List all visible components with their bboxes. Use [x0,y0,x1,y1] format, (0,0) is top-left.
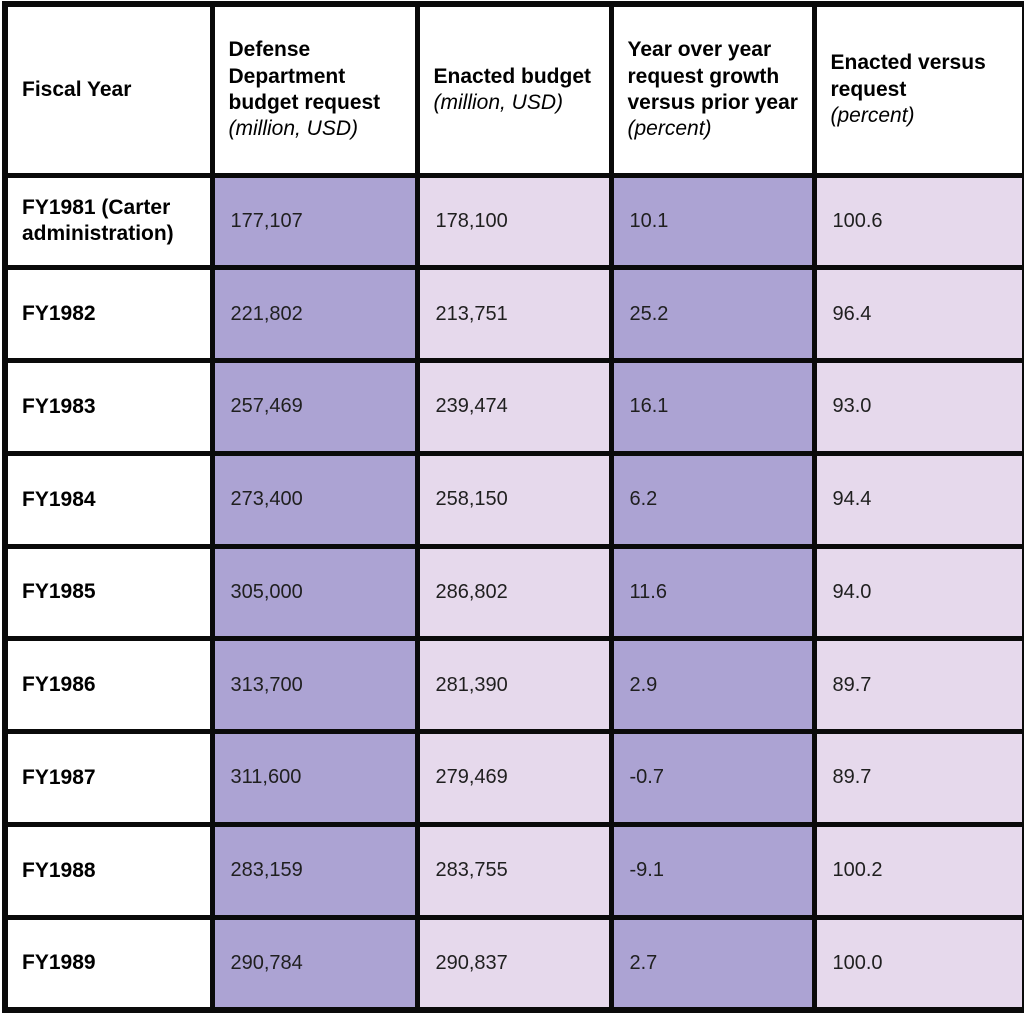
yoy-growth-cell: -9.1 [611,824,814,917]
enacted-vs-request-cell: 93.0 [814,361,1024,454]
table-row [5,732,1024,825]
table-row [5,453,1024,546]
table-row [5,175,1024,268]
column-header-budget-request [212,4,417,175]
column-header-label: Defense Department budget request [228,38,381,114]
column-header-fiscal-year [5,4,212,175]
defense-budget-table [2,1,1024,1013]
column-header-enacted-budget [417,4,611,175]
column-header-label: Fiscal Year [22,77,132,101]
fiscal-year-cell: FY1981 (Carter administration) [5,175,212,268]
enacted-budget-cell: 178,100 [417,175,611,268]
fiscal-year-cell: FY1986 [5,639,212,732]
enacted-vs-request-cell: 100.2 [814,824,1024,917]
enacted-budget-cell: 258,150 [417,453,611,546]
budget-request-cell: 283,159 [212,824,417,917]
enacted-vs-request-cell: 100.6 [814,175,1024,268]
column-header-label: Enacted budget [433,64,592,88]
enacted-budget-cell: 286,802 [417,546,611,639]
fiscal-year-cell: FY1982 [5,268,212,361]
column-header-enacted-vs-request [814,4,1024,175]
column-header-label: Enacted versus request [830,51,986,101]
budget-request-cell: 273,400 [212,453,417,546]
budget-request-cell: 177,107 [212,175,417,268]
yoy-growth-cell: 2.7 [611,917,814,1010]
table-row [5,639,1024,732]
column-header-unit: (percent) [627,117,712,140]
budget-request-cell: 257,469 [212,361,417,454]
yoy-growth-cell: -0.7 [611,732,814,825]
budget-request-cell: 221,802 [212,268,417,361]
column-header-unit: (million, USD) [433,90,564,114]
yoy-growth-cell: 16.1 [611,361,814,454]
enacted-budget-cell: 279,469 [417,732,611,825]
table-body [5,175,1024,1010]
fiscal-year-cell: FY1988 [5,824,212,917]
enacted-budget-cell: 283,755 [417,824,611,917]
budget-request-cell: 311,600 [212,732,417,825]
budget-request-cell: 313,700 [212,639,417,732]
table-row [5,361,1024,454]
yoy-growth-cell: 10.1 [611,175,814,268]
column-header-yoy-growth [611,4,814,175]
column-header-label: Year over year request growth versus prior year [627,38,798,114]
fiscal-year-cell: FY1983 [5,361,212,454]
enacted-budget-cell: 239,474 [417,361,611,454]
column-header-unit: (percent) [830,103,915,127]
table-row [5,546,1024,639]
table-row [5,268,1024,361]
enacted-vs-request-cell: 94.0 [814,546,1024,639]
yoy-growth-cell: 2.9 [611,639,814,732]
fiscal-year-cell: FY1985 [5,546,212,639]
enacted-vs-request-cell: 94.4 [814,453,1024,546]
yoy-growth-cell: 6.2 [611,453,814,546]
yoy-growth-cell: 11.6 [611,546,814,639]
enacted-vs-request-cell: 100.0 [814,917,1024,1010]
enacted-budget-cell: 281,390 [417,639,611,732]
enacted-budget-cell: 213,751 [417,268,611,361]
table-row [5,824,1024,917]
header-row [5,4,1024,175]
column-header-unit: (million, USD) [228,117,359,140]
enacted-budget-cell: 290,837 [417,917,611,1010]
yoy-growth-cell: 25.2 [611,268,814,361]
budget-request-cell: 305,000 [212,546,417,639]
enacted-vs-request-cell: 96.4 [814,268,1024,361]
table-row [5,917,1024,1010]
fiscal-year-cell: FY1987 [5,732,212,825]
table-header [5,4,1024,175]
fiscal-year-cell: FY1984 [5,453,212,546]
budget-request-cell: 290,784 [212,917,417,1010]
enacted-vs-request-cell: 89.7 [814,732,1024,825]
enacted-vs-request-cell: 89.7 [814,639,1024,732]
fiscal-year-cell: FY1989 [5,917,212,1010]
